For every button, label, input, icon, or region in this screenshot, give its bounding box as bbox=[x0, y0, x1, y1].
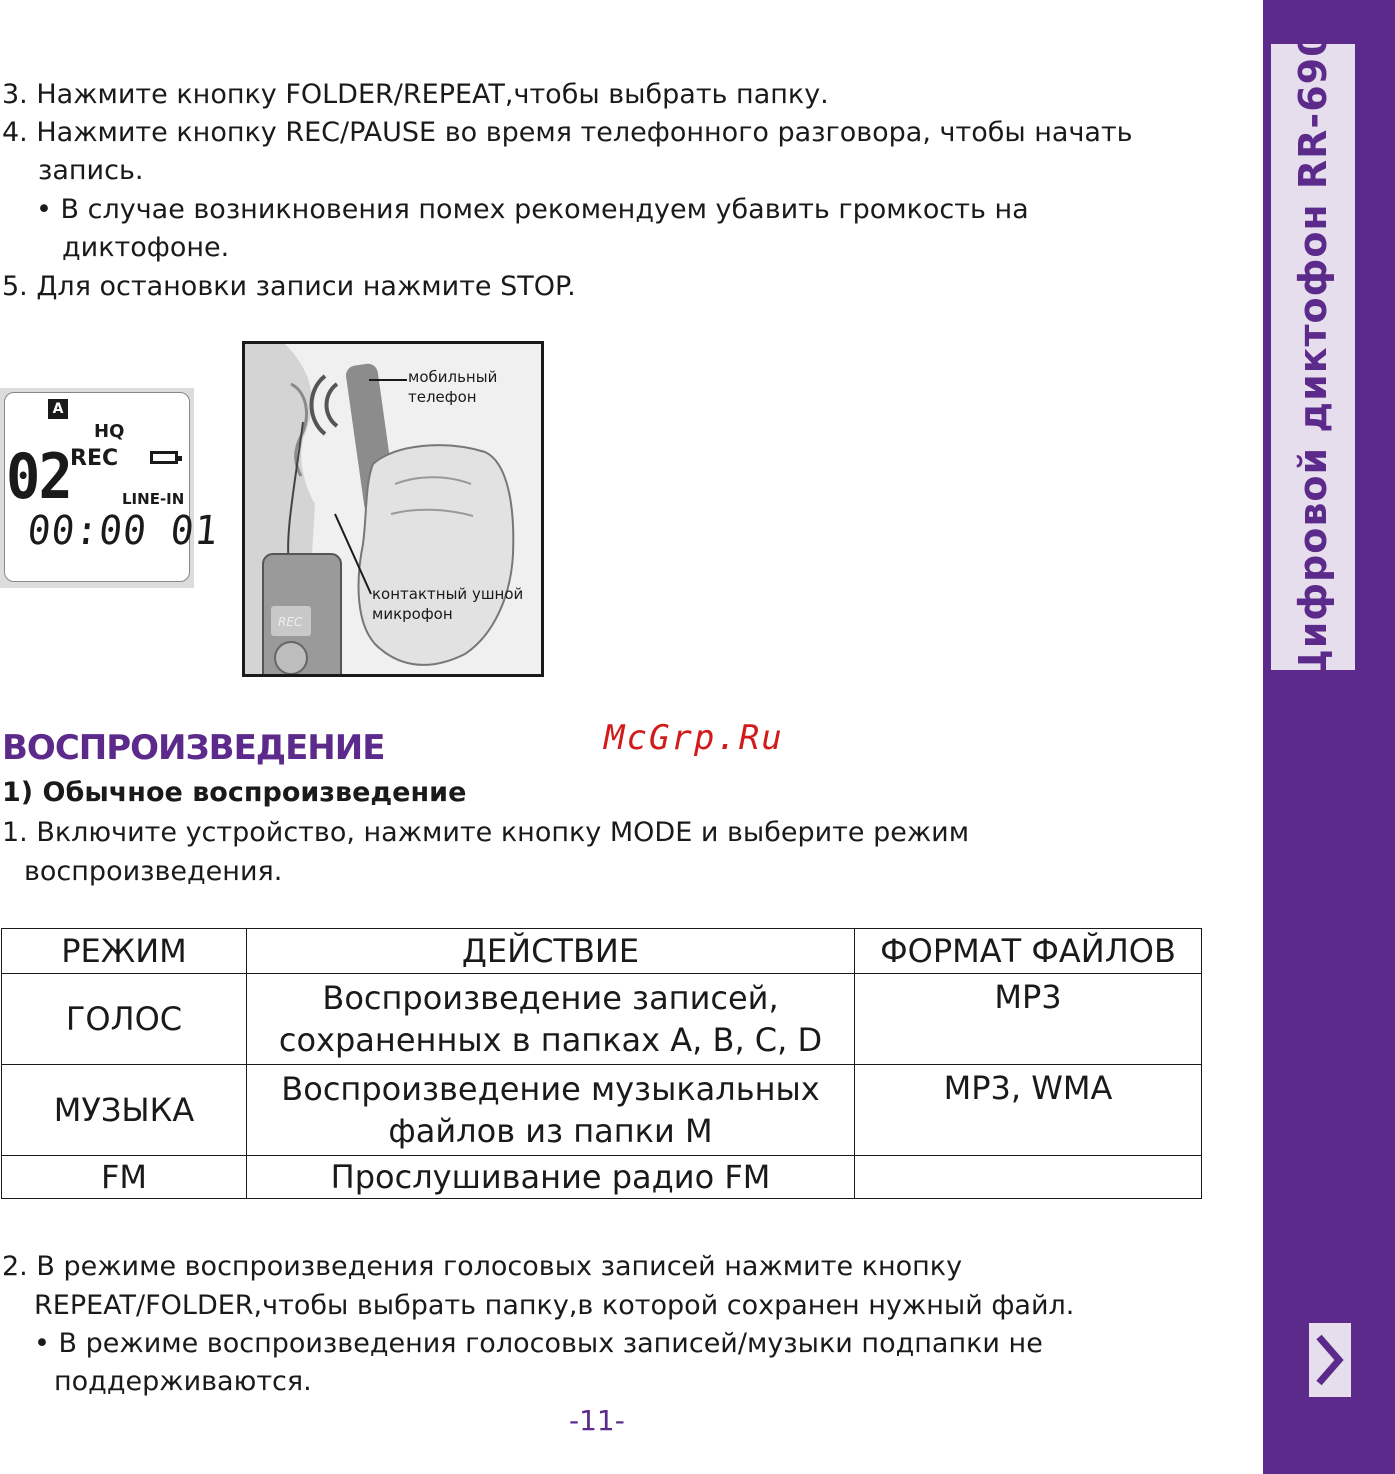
table-row bbox=[2, 1156, 1202, 1199]
note-subfolders-cont: поддерживаются. bbox=[54, 1366, 312, 1397]
cell-format bbox=[855, 1156, 1202, 1199]
battery-icon bbox=[150, 451, 178, 464]
step-5: 5. Для остановки записи нажмите STOP. bbox=[2, 271, 576, 302]
header-action: ДЕЙСТВИЕ bbox=[247, 929, 855, 974]
label-phone-line2: телефон bbox=[408, 388, 477, 406]
device-label: REC bbox=[278, 615, 303, 629]
label-mic-line1: контактный ушной bbox=[372, 585, 524, 603]
cell-format: MP3 bbox=[855, 974, 1202, 1065]
header-mode: РЕЖИМ bbox=[2, 929, 247, 974]
modes-table bbox=[1, 928, 1202, 1199]
note-noise-cont: диктофоне. bbox=[62, 232, 230, 263]
watermark: McGrp.Ru bbox=[604, 718, 784, 758]
lcd-folder-indicator: A bbox=[48, 399, 68, 419]
label-phone-line1: мобильный bbox=[408, 368, 498, 386]
table-row bbox=[2, 1065, 1202, 1156]
page-number: -11- bbox=[569, 1404, 625, 1437]
cell-mode: ГОЛОС bbox=[2, 974, 247, 1065]
sidebar-title: Цифровой диктофон RR-690 bbox=[1291, 29, 1335, 685]
cell-mode: МУЗЫКА bbox=[2, 1065, 247, 1156]
subsection-title: 1) Обычное воспроизведение bbox=[2, 777, 467, 808]
step-3: 3. Нажмите кнопку FOLDER/REPEAT,чтобы выбрать папку. bbox=[2, 79, 829, 110]
next-page-button[interactable] bbox=[1309, 1323, 1351, 1397]
playback-step-1: 1. Включите устройство, нажмите кнопку MODE и выберите режим bbox=[2, 817, 970, 848]
lcd-status: REC bbox=[70, 446, 119, 471]
table-header-row bbox=[2, 929, 1202, 974]
playback-step-2: 2. В режиме воспроизведения голосовых записей нажмите кнопку bbox=[2, 1251, 963, 1282]
playback-step-1-cont: воспроизведения. bbox=[24, 856, 283, 887]
table-row bbox=[2, 974, 1202, 1065]
cell-action: Прослушивание радио FM bbox=[247, 1156, 855, 1199]
step-4: 4. Нажмите кнопку REC/PAUSE во время телефонного разговора, чтобы начать bbox=[2, 117, 1133, 148]
note-noise: • В случае возникновения помех рекомендуем убавить громкость на bbox=[36, 194, 1029, 225]
lcd-quality: HQ bbox=[94, 421, 125, 442]
label-mic-line2: микрофон bbox=[372, 605, 453, 623]
section-title: ВОСПРОИЗВЕДЕНИЕ bbox=[2, 728, 385, 768]
step-4-cont: запись. bbox=[38, 155, 144, 186]
playback-step-2-cont: REPEAT/FOLDER,чтобы выбрать папку,в которой сохранен нужный файл. bbox=[34, 1290, 1075, 1321]
cell-action: Воспроизведение музыкальных файлов из папки M bbox=[247, 1065, 855, 1156]
cell-mode: FM bbox=[2, 1156, 247, 1199]
lcd-file-number: 02 bbox=[6, 440, 72, 513]
cell-format: MP3, WMA bbox=[855, 1065, 1202, 1156]
lcd-time: 00:00 01 bbox=[25, 508, 221, 554]
lcd-input: LINE-IN bbox=[122, 490, 185, 508]
header-format: ФОРМАТ ФАЙЛОВ bbox=[855, 929, 1202, 974]
note-subfolders: • В режиме воспроизведения голосовых записей/музыки подпапки не bbox=[34, 1328, 1043, 1359]
chevron-right-icon bbox=[1309, 1323, 1351, 1397]
cell-action: Воспроизведение записей, сохраненных в папках A, B, C, D bbox=[247, 974, 855, 1065]
